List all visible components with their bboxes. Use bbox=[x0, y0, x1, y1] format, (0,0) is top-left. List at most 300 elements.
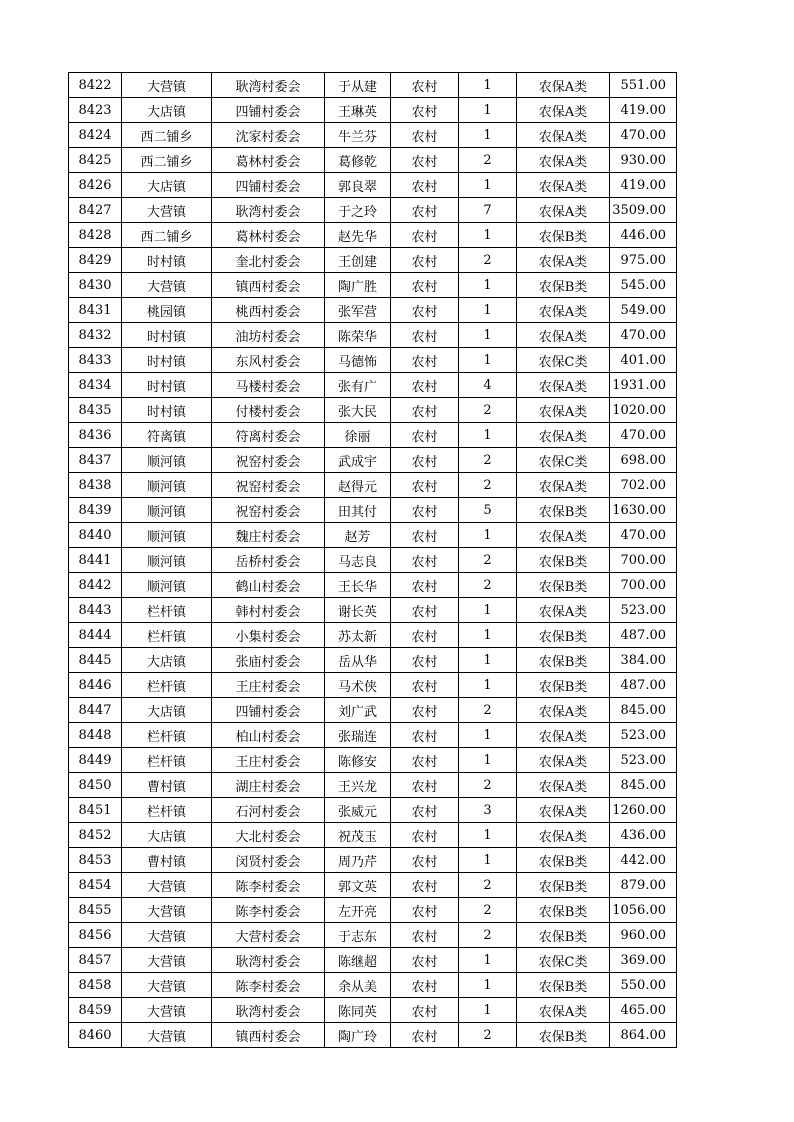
amount-cell: 549.00 bbox=[610, 298, 677, 323]
township-cell: 栏杆镇 bbox=[122, 598, 212, 623]
record-id-cell: 8424 bbox=[69, 123, 122, 148]
amount-cell: 845.00 bbox=[610, 773, 677, 798]
village-committee-cell: 桃西村委会 bbox=[212, 298, 325, 323]
village-committee-cell: 四铺村委会 bbox=[212, 98, 325, 123]
township-cell: 栏杆镇 bbox=[122, 723, 212, 748]
member-count-cell: 1 bbox=[459, 98, 517, 123]
category-cell: 农保B类 bbox=[517, 273, 610, 298]
household-type-cell: 农村 bbox=[391, 223, 459, 248]
name-cell: 郭良翠 bbox=[325, 173, 391, 198]
member-count-cell: 1 bbox=[459, 123, 517, 148]
village-committee-cell: 四铺村委会 bbox=[212, 698, 325, 723]
amount-cell: 930.00 bbox=[610, 148, 677, 173]
household-type-cell: 农村 bbox=[391, 523, 459, 548]
village-committee-cell: 湖庄村委会 bbox=[212, 773, 325, 798]
record-id-cell: 8425 bbox=[69, 148, 122, 173]
record-id-cell: 8435 bbox=[69, 398, 122, 423]
name-cell: 刘广武 bbox=[325, 698, 391, 723]
member-count-cell: 2 bbox=[459, 448, 517, 473]
record-id-cell: 8453 bbox=[69, 848, 122, 873]
record-id-cell: 8422 bbox=[69, 73, 122, 98]
category-cell: 农保A类 bbox=[517, 298, 610, 323]
category-cell: 农保C类 bbox=[517, 348, 610, 373]
table-row bbox=[69, 248, 677, 273]
township-cell: 时村镇 bbox=[122, 323, 212, 348]
name-cell: 王琳英 bbox=[325, 98, 391, 123]
township-cell: 大营镇 bbox=[122, 273, 212, 298]
household-type-cell: 农村 bbox=[391, 448, 459, 473]
name-cell: 祝茂玉 bbox=[325, 823, 391, 848]
table-row bbox=[69, 473, 677, 498]
amount-cell: 470.00 bbox=[610, 123, 677, 148]
record-id-cell: 8436 bbox=[69, 423, 122, 448]
amount-cell: 1260.00 bbox=[610, 798, 677, 823]
member-count-cell: 1 bbox=[459, 748, 517, 773]
table-row bbox=[69, 873, 677, 898]
category-cell: 农保A类 bbox=[517, 773, 610, 798]
record-id-cell: 8431 bbox=[69, 298, 122, 323]
township-cell: 栏杆镇 bbox=[122, 623, 212, 648]
name-cell: 赵芳 bbox=[325, 523, 391, 548]
member-count-cell: 1 bbox=[459, 998, 517, 1023]
name-cell: 田其付 bbox=[325, 498, 391, 523]
category-cell: 农保A类 bbox=[517, 723, 610, 748]
township-cell: 大店镇 bbox=[122, 173, 212, 198]
member-count-cell: 1 bbox=[459, 598, 517, 623]
record-id-cell: 8449 bbox=[69, 748, 122, 773]
table-row bbox=[69, 998, 677, 1023]
name-cell: 于从建 bbox=[325, 73, 391, 98]
record-id-cell: 8447 bbox=[69, 698, 122, 723]
name-cell: 陶广玲 bbox=[325, 1023, 391, 1048]
household-type-cell: 农村 bbox=[391, 248, 459, 273]
table-row bbox=[69, 573, 677, 598]
member-count-cell: 2 bbox=[459, 698, 517, 723]
township-cell: 栏杆镇 bbox=[122, 673, 212, 698]
category-cell: 农保A类 bbox=[517, 98, 610, 123]
category-cell: 农保B类 bbox=[517, 673, 610, 698]
member-count-cell: 1 bbox=[459, 298, 517, 323]
category-cell: 农保A类 bbox=[517, 73, 610, 98]
township-cell: 大营镇 bbox=[122, 898, 212, 923]
name-cell: 陈同英 bbox=[325, 998, 391, 1023]
township-cell: 栏杆镇 bbox=[122, 798, 212, 823]
record-id-cell: 8443 bbox=[69, 598, 122, 623]
category-cell: 农保A类 bbox=[517, 473, 610, 498]
township-cell: 顺河镇 bbox=[122, 448, 212, 473]
amount-cell: 419.00 bbox=[610, 173, 677, 198]
household-type-cell: 农村 bbox=[391, 898, 459, 923]
amount-cell: 1056.00 bbox=[610, 898, 677, 923]
member-count-cell: 1 bbox=[459, 948, 517, 973]
amount-cell: 864.00 bbox=[610, 1023, 677, 1048]
amount-cell: 1931.00 bbox=[610, 373, 677, 398]
township-cell: 时村镇 bbox=[122, 398, 212, 423]
township-cell: 时村镇 bbox=[122, 373, 212, 398]
category-cell: 农保A类 bbox=[517, 373, 610, 398]
household-type-cell: 农村 bbox=[391, 923, 459, 948]
household-type-cell: 农村 bbox=[391, 848, 459, 873]
record-id-cell: 8457 bbox=[69, 948, 122, 973]
amount-cell: 442.00 bbox=[610, 848, 677, 873]
record-id-cell: 8440 bbox=[69, 523, 122, 548]
member-count-cell: 2 bbox=[459, 548, 517, 573]
category-cell: 农保A类 bbox=[517, 798, 610, 823]
township-cell: 大营镇 bbox=[122, 1023, 212, 1048]
record-id-cell: 8423 bbox=[69, 98, 122, 123]
household-type-cell: 农村 bbox=[391, 398, 459, 423]
township-cell: 顺河镇 bbox=[122, 473, 212, 498]
amount-cell: 446.00 bbox=[610, 223, 677, 248]
village-committee-cell: 耿湾村委会 bbox=[212, 998, 325, 1023]
member-count-cell: 2 bbox=[459, 873, 517, 898]
village-committee-cell: 东风村委会 bbox=[212, 348, 325, 373]
township-cell: 大店镇 bbox=[122, 98, 212, 123]
household-type-cell: 农村 bbox=[391, 648, 459, 673]
record-id-cell: 8439 bbox=[69, 498, 122, 523]
township-cell: 西二铺乡 bbox=[122, 123, 212, 148]
table-row bbox=[69, 498, 677, 523]
township-cell: 大营镇 bbox=[122, 998, 212, 1023]
member-count-cell: 1 bbox=[459, 348, 517, 373]
table-row bbox=[69, 448, 677, 473]
village-committee-cell: 柏山村委会 bbox=[212, 723, 325, 748]
village-committee-cell: 耿湾村委会 bbox=[212, 948, 325, 973]
record-id-cell: 8446 bbox=[69, 673, 122, 698]
amount-cell: 487.00 bbox=[610, 673, 677, 698]
table-row bbox=[69, 973, 677, 998]
record-id-cell: 8451 bbox=[69, 798, 122, 823]
record-id-cell: 8427 bbox=[69, 198, 122, 223]
village-committee-cell: 张庙村委会 bbox=[212, 648, 325, 673]
member-count-cell: 7 bbox=[459, 198, 517, 223]
record-id-cell: 8448 bbox=[69, 723, 122, 748]
village-committee-cell: 王庄村委会 bbox=[212, 673, 325, 698]
member-count-cell: 2 bbox=[459, 573, 517, 598]
category-cell: 农保A类 bbox=[517, 698, 610, 723]
record-id-cell: 8433 bbox=[69, 348, 122, 373]
township-cell: 大营镇 bbox=[122, 973, 212, 998]
name-cell: 王创建 bbox=[325, 248, 391, 273]
amount-cell: 550.00 bbox=[610, 973, 677, 998]
amount-cell: 436.00 bbox=[610, 823, 677, 848]
table-row bbox=[69, 1023, 677, 1048]
name-cell: 陈继超 bbox=[325, 948, 391, 973]
amount-cell: 487.00 bbox=[610, 623, 677, 648]
category-cell: 农保B类 bbox=[517, 973, 610, 998]
village-committee-cell: 石河村委会 bbox=[212, 798, 325, 823]
village-committee-cell: 镇西村委会 bbox=[212, 1023, 325, 1048]
record-id-cell: 8445 bbox=[69, 648, 122, 673]
table-row bbox=[69, 398, 677, 423]
amount-cell: 879.00 bbox=[610, 873, 677, 898]
amount-cell: 700.00 bbox=[610, 548, 677, 573]
amount-cell: 975.00 bbox=[610, 248, 677, 273]
household-type-cell: 农村 bbox=[391, 273, 459, 298]
table-row bbox=[69, 648, 677, 673]
household-type-cell: 农村 bbox=[391, 298, 459, 323]
table-row bbox=[69, 173, 677, 198]
township-cell: 曹村镇 bbox=[122, 848, 212, 873]
amount-cell: 384.00 bbox=[610, 648, 677, 673]
category-cell: 农保C类 bbox=[517, 448, 610, 473]
category-cell: 农保A类 bbox=[517, 198, 610, 223]
village-committee-cell: 大营村委会 bbox=[212, 923, 325, 948]
table-row bbox=[69, 748, 677, 773]
record-id-cell: 8438 bbox=[69, 473, 122, 498]
village-committee-cell: 魏庄村委会 bbox=[212, 523, 325, 548]
category-cell: 农保B类 bbox=[517, 498, 610, 523]
member-count-cell: 5 bbox=[459, 498, 517, 523]
record-id-cell: 8429 bbox=[69, 248, 122, 273]
table-row bbox=[69, 223, 677, 248]
category-cell: 农保A类 bbox=[517, 423, 610, 448]
name-cell: 徐丽 bbox=[325, 423, 391, 448]
village-committee-cell: 耿湾村委会 bbox=[212, 73, 325, 98]
record-id-cell: 8442 bbox=[69, 573, 122, 598]
amount-cell: 960.00 bbox=[610, 923, 677, 948]
amount-cell: 3509.00 bbox=[610, 198, 677, 223]
township-cell: 大营镇 bbox=[122, 948, 212, 973]
household-type-cell: 农村 bbox=[391, 123, 459, 148]
village-committee-cell: 镇西村委会 bbox=[212, 273, 325, 298]
household-type-cell: 农村 bbox=[391, 548, 459, 573]
category-cell: 农保A类 bbox=[517, 748, 610, 773]
household-type-cell: 农村 bbox=[391, 948, 459, 973]
household-type-cell: 农村 bbox=[391, 148, 459, 173]
member-count-cell: 1 bbox=[459, 623, 517, 648]
amount-cell: 551.00 bbox=[610, 73, 677, 98]
amount-cell: 419.00 bbox=[610, 98, 677, 123]
name-cell: 余从美 bbox=[325, 973, 391, 998]
household-type-cell: 农村 bbox=[391, 973, 459, 998]
amount-cell: 523.00 bbox=[610, 723, 677, 748]
household-type-cell: 农村 bbox=[391, 623, 459, 648]
household-type-cell: 农村 bbox=[391, 373, 459, 398]
village-committee-cell: 小集村委会 bbox=[212, 623, 325, 648]
name-cell: 武成宇 bbox=[325, 448, 391, 473]
village-committee-cell: 祝窑村委会 bbox=[212, 448, 325, 473]
table-row bbox=[69, 823, 677, 848]
name-cell: 赵得元 bbox=[325, 473, 391, 498]
member-count-cell: 1 bbox=[459, 273, 517, 298]
category-cell: 农保A类 bbox=[517, 123, 610, 148]
village-committee-cell: 闵贤村委会 bbox=[212, 848, 325, 873]
record-id-cell: 8432 bbox=[69, 323, 122, 348]
household-type-cell: 农村 bbox=[391, 73, 459, 98]
record-id-cell: 8456 bbox=[69, 923, 122, 948]
household-type-cell: 农村 bbox=[391, 823, 459, 848]
category-cell: 农保A类 bbox=[517, 598, 610, 623]
amount-cell: 845.00 bbox=[610, 698, 677, 723]
table-row bbox=[69, 723, 677, 748]
member-count-cell: 2 bbox=[459, 773, 517, 798]
table-row bbox=[69, 523, 677, 548]
township-cell: 顺河镇 bbox=[122, 573, 212, 598]
table-row bbox=[69, 923, 677, 948]
household-type-cell: 农村 bbox=[391, 598, 459, 623]
name-cell: 张大民 bbox=[325, 398, 391, 423]
township-cell: 顺河镇 bbox=[122, 498, 212, 523]
record-id-cell: 8459 bbox=[69, 998, 122, 1023]
amount-cell: 470.00 bbox=[610, 323, 677, 348]
village-committee-cell: 葛林村委会 bbox=[212, 223, 325, 248]
name-cell: 陶广胜 bbox=[325, 273, 391, 298]
name-cell: 周乃芹 bbox=[325, 848, 391, 873]
household-type-cell: 农村 bbox=[391, 498, 459, 523]
amount-cell: 401.00 bbox=[610, 348, 677, 373]
record-id-cell: 8434 bbox=[69, 373, 122, 398]
name-cell: 陈修安 bbox=[325, 748, 391, 773]
record-id-cell: 8455 bbox=[69, 898, 122, 923]
member-count-cell: 1 bbox=[459, 173, 517, 198]
amount-cell: 523.00 bbox=[610, 748, 677, 773]
village-committee-cell: 祝窑村委会 bbox=[212, 498, 325, 523]
table-row bbox=[69, 673, 677, 698]
category-cell: 农保A类 bbox=[517, 323, 610, 348]
category-cell: 农保B类 bbox=[517, 923, 610, 948]
household-type-cell: 农村 bbox=[391, 1023, 459, 1048]
amount-cell: 700.00 bbox=[610, 573, 677, 598]
member-count-cell: 1 bbox=[459, 673, 517, 698]
record-id-cell: 8428 bbox=[69, 223, 122, 248]
township-cell: 符离镇 bbox=[122, 423, 212, 448]
name-cell: 谢长英 bbox=[325, 598, 391, 623]
member-count-cell: 1 bbox=[459, 423, 517, 448]
table-row bbox=[69, 348, 677, 373]
name-cell: 苏太新 bbox=[325, 623, 391, 648]
table-row bbox=[69, 948, 677, 973]
village-committee-cell: 祝窑村委会 bbox=[212, 473, 325, 498]
household-type-cell: 农村 bbox=[391, 323, 459, 348]
amount-cell: 1020.00 bbox=[610, 398, 677, 423]
name-cell: 左开亮 bbox=[325, 898, 391, 923]
record-id-cell: 8444 bbox=[69, 623, 122, 648]
category-cell: 农保B类 bbox=[517, 573, 610, 598]
name-cell: 马志良 bbox=[325, 548, 391, 573]
member-count-cell: 1 bbox=[459, 73, 517, 98]
village-committee-cell: 四铺村委会 bbox=[212, 173, 325, 198]
record-id-cell: 8450 bbox=[69, 773, 122, 798]
name-cell: 葛修乾 bbox=[325, 148, 391, 173]
name-cell: 张瑞连 bbox=[325, 723, 391, 748]
household-type-cell: 农村 bbox=[391, 748, 459, 773]
township-cell: 栏杆镇 bbox=[122, 748, 212, 773]
table-row bbox=[69, 148, 677, 173]
amount-cell: 523.00 bbox=[610, 598, 677, 623]
category-cell: 农保B类 bbox=[517, 548, 610, 573]
category-cell: 农保A类 bbox=[517, 248, 610, 273]
township-cell: 桃园镇 bbox=[122, 298, 212, 323]
record-id-cell: 8426 bbox=[69, 173, 122, 198]
category-cell: 农保A类 bbox=[517, 173, 610, 198]
township-cell: 西二铺乡 bbox=[122, 223, 212, 248]
name-cell: 赵先华 bbox=[325, 223, 391, 248]
name-cell: 于志东 bbox=[325, 923, 391, 948]
village-committee-cell: 陈李村委会 bbox=[212, 873, 325, 898]
member-count-cell: 1 bbox=[459, 823, 517, 848]
category-cell: 农保B类 bbox=[517, 223, 610, 248]
name-cell: 张有广 bbox=[325, 373, 391, 398]
township-cell: 曹村镇 bbox=[122, 773, 212, 798]
name-cell: 王长华 bbox=[325, 573, 391, 598]
record-id-cell: 8430 bbox=[69, 273, 122, 298]
name-cell: 张威元 bbox=[325, 798, 391, 823]
category-cell: 农保A类 bbox=[517, 398, 610, 423]
village-committee-cell: 陈李村委会 bbox=[212, 898, 325, 923]
village-committee-cell: 葛林村委会 bbox=[212, 148, 325, 173]
township-cell: 西二铺乡 bbox=[122, 148, 212, 173]
category-cell: 农保A类 bbox=[517, 998, 610, 1023]
category-cell: 农保C类 bbox=[517, 948, 610, 973]
record-id-cell: 8452 bbox=[69, 823, 122, 848]
household-type-cell: 农村 bbox=[391, 723, 459, 748]
household-type-cell: 农村 bbox=[391, 423, 459, 448]
amount-cell: 1630.00 bbox=[610, 498, 677, 523]
table-row bbox=[69, 123, 677, 148]
amount-cell: 702.00 bbox=[610, 473, 677, 498]
household-type-cell: 农村 bbox=[391, 698, 459, 723]
table-row bbox=[69, 273, 677, 298]
member-count-cell: 1 bbox=[459, 223, 517, 248]
category-cell: 农保A类 bbox=[517, 823, 610, 848]
record-id-cell: 8441 bbox=[69, 548, 122, 573]
relief-roster-table bbox=[68, 72, 677, 1048]
record-id-cell: 8458 bbox=[69, 973, 122, 998]
table-row bbox=[69, 373, 677, 398]
household-type-cell: 农村 bbox=[391, 673, 459, 698]
table-row bbox=[69, 98, 677, 123]
village-committee-cell: 油坊村委会 bbox=[212, 323, 325, 348]
member-count-cell: 1 bbox=[459, 648, 517, 673]
table-row bbox=[69, 548, 677, 573]
household-type-cell: 农村 bbox=[391, 173, 459, 198]
table-row bbox=[69, 423, 677, 448]
category-cell: 农保B类 bbox=[517, 623, 610, 648]
table-row bbox=[69, 898, 677, 923]
category-cell: 农保A类 bbox=[517, 523, 610, 548]
amount-cell: 470.00 bbox=[610, 523, 677, 548]
member-count-cell: 1 bbox=[459, 523, 517, 548]
member-count-cell: 1 bbox=[459, 973, 517, 998]
township-cell: 时村镇 bbox=[122, 348, 212, 373]
township-cell: 顺河镇 bbox=[122, 523, 212, 548]
member-count-cell: 2 bbox=[459, 1023, 517, 1048]
member-count-cell: 2 bbox=[459, 398, 517, 423]
name-cell: 马德怖 bbox=[325, 348, 391, 373]
category-cell: 农保B类 bbox=[517, 848, 610, 873]
category-cell: 农保B类 bbox=[517, 898, 610, 923]
village-committee-cell: 付楼村委会 bbox=[212, 398, 325, 423]
category-cell: 农保B类 bbox=[517, 648, 610, 673]
village-committee-cell: 岳桥村委会 bbox=[212, 548, 325, 573]
table-row bbox=[69, 298, 677, 323]
township-cell: 大店镇 bbox=[122, 698, 212, 723]
village-committee-cell: 符离村委会 bbox=[212, 423, 325, 448]
amount-cell: 465.00 bbox=[610, 998, 677, 1023]
household-type-cell: 农村 bbox=[391, 798, 459, 823]
table-row bbox=[69, 773, 677, 798]
township-cell: 大营镇 bbox=[122, 198, 212, 223]
village-committee-cell: 沈家村委会 bbox=[212, 123, 325, 148]
household-type-cell: 农村 bbox=[391, 773, 459, 798]
record-id-cell: 8454 bbox=[69, 873, 122, 898]
category-cell: 农保B类 bbox=[517, 1023, 610, 1048]
name-cell: 岳从华 bbox=[325, 648, 391, 673]
household-type-cell: 农村 bbox=[391, 998, 459, 1023]
village-committee-cell: 马楼村委会 bbox=[212, 373, 325, 398]
household-type-cell: 农村 bbox=[391, 573, 459, 598]
